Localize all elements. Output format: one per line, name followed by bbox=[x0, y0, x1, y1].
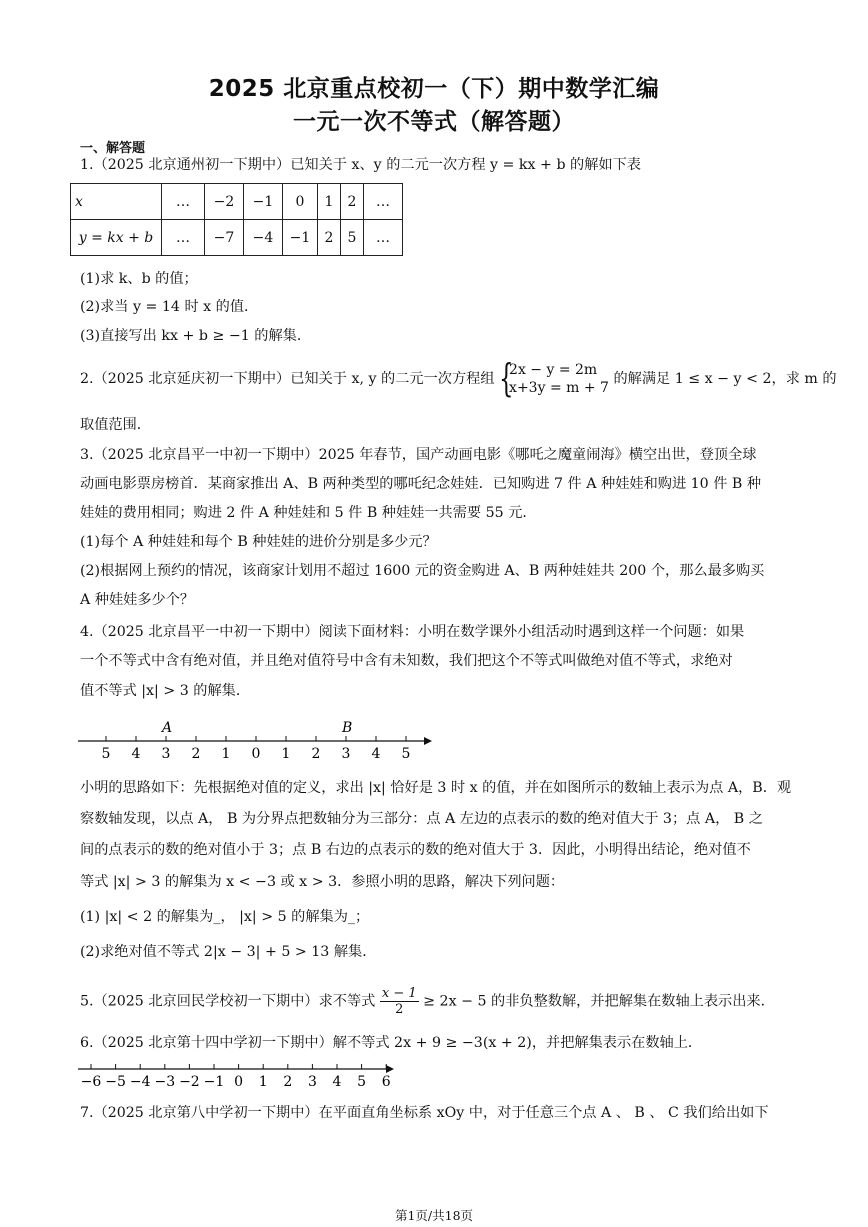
q3-part-2a: (2)根据网上预约的情况，该商家计划用不超过 1600 元的资金购进 A、B 两种娃娃共 200 个，那么最多购买 bbox=[80, 563, 765, 579]
q3-line-1: 3.（2025 北京昌平一中初一下期中）2025 年春节，国产动画电影《哪吒之魔童闹海》横空出世，登顶全球 bbox=[80, 447, 757, 463]
q4-part-2: (2)求绝对值不等式 2|x − 3| + 5 > 13 解集． bbox=[80, 944, 377, 960]
axis-tick-label: 3 bbox=[161, 746, 171, 762]
table-cell: … bbox=[364, 220, 403, 256]
q3-part-2b: A 种娃娃多少个？ bbox=[80, 592, 195, 608]
table-cell: −2 bbox=[205, 184, 244, 220]
q3-part-1: (1)每个 A 种娃娃和每个 B 种娃娃的进价分别是多少元？ bbox=[80, 534, 437, 550]
table-cell: x bbox=[71, 184, 162, 220]
point-a-label: A bbox=[162, 720, 173, 736]
table-row bbox=[71, 220, 403, 256]
equation-system bbox=[499, 356, 609, 400]
axis-tick-label: 3 bbox=[341, 746, 351, 762]
axis-tick-label: −3 bbox=[154, 1074, 176, 1090]
brace-icon: { bbox=[499, 356, 514, 400]
q7-line-1: 7.（2025 北京第八中学初一下期中）在平面直角坐标系 xOy 中，对于任意三个点 A 、 B 、 C 我们给出如下 bbox=[80, 1105, 769, 1121]
axis-tick-label: 2 bbox=[283, 1074, 293, 1090]
system-eq-1: 2x − y = 2m bbox=[509, 362, 598, 378]
table-cell: −1 bbox=[283, 220, 318, 256]
axis-tick-label: 1 bbox=[258, 1074, 268, 1090]
table-cell: y = kx + b bbox=[71, 220, 162, 256]
q1-part-3: (3)直接写出 kx + b ≥ −1 的解集． bbox=[80, 328, 312, 344]
fraction-numerator: x − 1 bbox=[381, 986, 417, 1001]
axis-tick-label: 2 bbox=[311, 746, 321, 762]
q2-line-2: 取值范围． bbox=[80, 417, 151, 433]
q1-value-table bbox=[70, 183, 403, 256]
table-cell: 1 bbox=[318, 184, 341, 220]
q4-part-1: (1) |x| < 2 的解集为_， |x| > 5 的解集为_； bbox=[80, 909, 370, 925]
table-cell: … bbox=[162, 184, 205, 220]
point-b-label: B bbox=[342, 720, 353, 736]
axis-tick-label: 6 bbox=[381, 1074, 391, 1090]
q1-part-1: (1)求 k、b 的值； bbox=[80, 271, 198, 287]
title-line-1: 2025 北京重点校初一（下）期中数学汇编 bbox=[208, 76, 660, 102]
table-cell: −4 bbox=[244, 220, 283, 256]
q4-line-5: 察数轴发现，以点 A， B 为分界点把数轴分为三部分：点 A 左边的点表示的数的绝对值大于 3；点 A， B 之 bbox=[80, 811, 763, 827]
table-cell: … bbox=[364, 184, 403, 220]
arrow-icon bbox=[424, 737, 432, 745]
q5-line bbox=[80, 986, 775, 1017]
page-footer: 第1页/共18页 bbox=[394, 1208, 474, 1223]
table-cell: … bbox=[162, 220, 205, 256]
axis-tick-label: −4 bbox=[129, 1074, 151, 1090]
axis-tick-label: 0 bbox=[251, 746, 261, 762]
q4-line-7: 等式 |x| > 3 的解集为 x < −3 或 x > 3．参照小明的思路，解决下列问题： bbox=[80, 874, 565, 890]
q3-line-3: 娃娃的费用相同；购进 2 件 A 种娃娃和 5 件 B 种娃娃一共需要 55 元． bbox=[80, 505, 537, 521]
q1-part-2: (2)求当 y = 14 时 x 的值． bbox=[80, 299, 259, 315]
table-cell: 2 bbox=[341, 184, 364, 220]
axis-tick-label: 1 bbox=[281, 746, 291, 762]
axis-tick-label: 5 bbox=[101, 746, 111, 762]
fraction-denominator: 2 bbox=[395, 1002, 404, 1017]
axis-tick-label: 5 bbox=[357, 1074, 367, 1090]
axis-tick-label: −5 bbox=[105, 1074, 126, 1090]
axis-tick-label: 3 bbox=[307, 1074, 317, 1090]
section-heading: 一、解答题 bbox=[80, 141, 146, 156]
q5-pre: 5.（2025 北京回民学校初一下期中）求不等式 bbox=[80, 993, 376, 1010]
q6-line-1: 6.（2025 北京第十四中学初一下期中）解不等式 2x + 9 ≥ −3(x + 2)，并把解集表示在数轴上． bbox=[80, 1035, 703, 1051]
axis-tick-label: −1 bbox=[203, 1074, 225, 1090]
q2-pre: 2.（2025 北京延庆初一下期中）已知关于 x, y 的二元一次方程组 bbox=[80, 371, 495, 387]
axis-tick-label: 4 bbox=[131, 746, 141, 762]
q6-number-line bbox=[78, 1060, 408, 1090]
fraction bbox=[380, 986, 419, 1017]
q3-line-2: 动画电影票房榜首．某商家推出 A、B 两种类型的哪吒纪念娃娃．已知购进 7 件 A 种娃娃和购进 10 件 B 种 bbox=[80, 476, 762, 492]
table-cell: −1 bbox=[244, 184, 283, 220]
axis-tick-label: 2 bbox=[191, 746, 201, 762]
axis-tick-label: −2 bbox=[179, 1074, 200, 1090]
axis-tick-label: 4 bbox=[371, 746, 381, 762]
arrow-icon bbox=[386, 1065, 394, 1073]
table-row bbox=[71, 184, 403, 220]
table-cell: 0 bbox=[283, 184, 318, 220]
q4-number-line bbox=[78, 714, 438, 764]
axis-tick-label: 4 bbox=[332, 1074, 342, 1090]
table-cell: 5 bbox=[341, 220, 364, 256]
axis-tick-label: 0 bbox=[234, 1074, 244, 1090]
q4-line-6: 间的点表示的数的绝对值小于 3；点 B 右边的点表示的数的绝对值大于 3．因此，小明得出结论，绝对值不 bbox=[80, 842, 751, 858]
system-eq-2: x+3y = m + 7 bbox=[509, 380, 609, 396]
q2-post: 的解满足 1 ≤ x − y < 2，求 m 的 bbox=[613, 371, 837, 387]
q4-line-2: 一个不等式中含有绝对值，并且绝对值符号中含有未知数，我们把这个不等式叫做绝对值不等式，求绝对 bbox=[80, 653, 733, 669]
q4-line-4: 小明的思路如下：先根据绝对值的定义，求出 |x| 恰好是 3 时 x 的值，并在如图所示的数轴上表示为点 A，B．观 bbox=[80, 780, 792, 796]
q1-stem: 1.（2025 北京通州初一下期中）已知关于 x、y 的二元一次方程 y = kx + b 的解如下表 bbox=[80, 157, 641, 173]
axis-tick-label: 1 bbox=[221, 746, 231, 762]
axis-tick-label: −6 bbox=[80, 1074, 102, 1090]
q4-line-3: 值不等式 |x| > 3 的解集． bbox=[80, 683, 251, 699]
q4-line-1: 4.（2025 北京昌平一中初一下期中）阅读下面材料：小明在数学课外小组活动时遇到这样一个问题：如果 bbox=[80, 624, 745, 640]
table-cell: 2 bbox=[318, 220, 341, 256]
axis-tick-label: 5 bbox=[401, 746, 411, 762]
title-line-2: 一元一次不等式（解答题） bbox=[293, 109, 575, 135]
q2-line-1 bbox=[80, 356, 837, 400]
q5-post: ≥ 2x − 5 的非负整数解，并把解集在数轴上表示出来． bbox=[423, 993, 775, 1010]
table-cell: −7 bbox=[205, 220, 244, 256]
